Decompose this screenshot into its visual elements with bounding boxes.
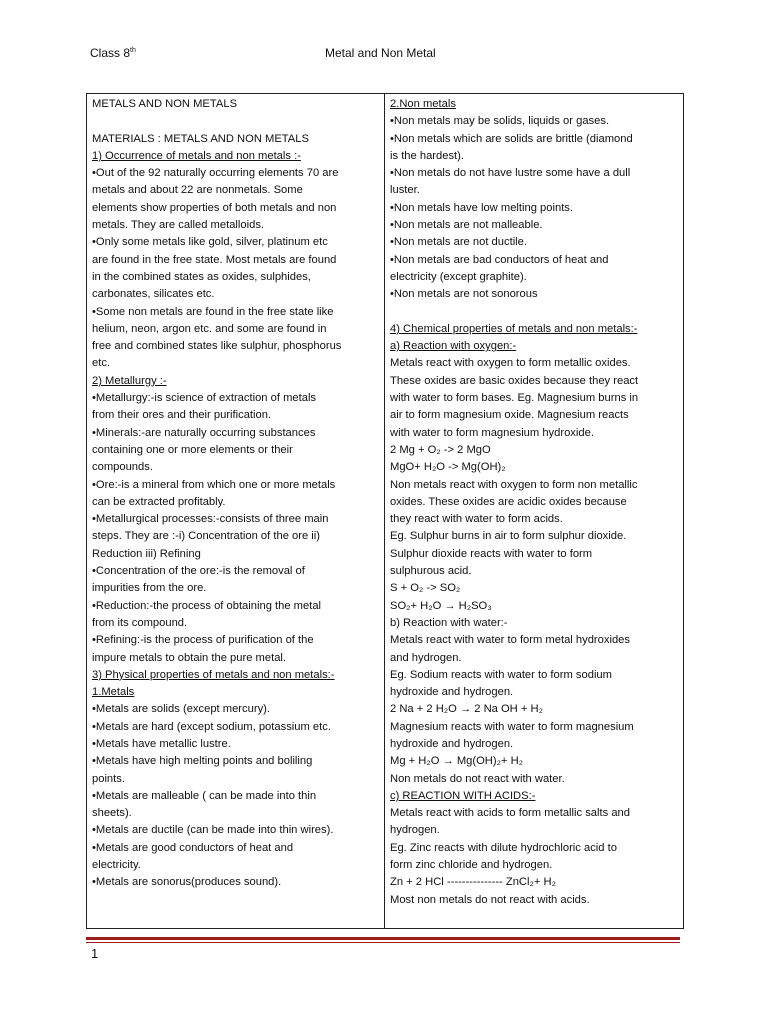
text-line: points. xyxy=(92,772,125,785)
text-line: •Non metals do not have lustre some have a dull xyxy=(390,167,631,180)
text-line: b) Reaction with water:- xyxy=(390,616,508,629)
text-line: can be extracted profitably. xyxy=(92,495,226,508)
text-line: METALS AND NON METALS xyxy=(92,98,238,110)
text-line: they react with water to form acids. xyxy=(390,513,563,526)
text-line: with water to form magnesium hydroxide. xyxy=(390,426,594,439)
text-line: Non metals do not react with water. xyxy=(390,772,565,785)
page-header xyxy=(90,46,690,64)
text-line: containing one or more elements or their xyxy=(92,443,293,456)
text-line: in the combined states as oxides, sulphides, xyxy=(92,270,311,283)
text-line: elements show properties of both metals and non xyxy=(92,201,337,214)
text-line: helium, neon, argon etc. and some are found in xyxy=(92,322,327,335)
text-line: •Non metals are bad conductors of heat and xyxy=(390,253,609,266)
text-line: Metals react with water to form metal hydroxides xyxy=(390,634,630,647)
text-line xyxy=(390,304,679,321)
text-line: Non metals react with oxygen to form non metallic xyxy=(390,478,638,491)
text-line: •Concentration of the ore:-is the removal of xyxy=(92,565,305,578)
text-line: sulphurous acid. xyxy=(390,565,472,578)
text-line: from their ores and their purification. xyxy=(92,409,272,422)
text-line: Eg. Sodium reacts with water to form sodium xyxy=(390,668,612,681)
text-line: Eg. Sulphur burns in air to form sulphur dioxide. xyxy=(390,530,627,543)
text-line: Metals react with acids to form metallic salts and xyxy=(390,807,630,820)
text-line: MgO+ H₂O -> Mg(OH)₂ xyxy=(390,461,506,474)
text-line: •Some non metals are found in the free state like xyxy=(92,305,334,318)
text-line: hydroxide and hydrogen. xyxy=(390,737,514,750)
text-line: •Metals are good conductors of heat and xyxy=(92,841,294,854)
text-line: compounds. xyxy=(92,461,153,474)
text-line: Metals react with oxygen to form metallic oxides. xyxy=(390,357,631,370)
text-line: •Refining:-is the process of purification of the xyxy=(92,634,314,647)
text-line: •Non metals are not sonorous xyxy=(390,288,538,301)
text-line: •Metallurgical processes:-consists of three main xyxy=(92,513,329,526)
text-line: 2.Non metals xyxy=(390,98,456,110)
text-line: Reduction iii) Refining xyxy=(92,547,201,560)
page-number: 1 xyxy=(91,946,99,961)
text-line: from its compound. xyxy=(92,616,188,629)
text-line: metals. They are called metalloids. xyxy=(92,219,265,232)
text-line: Sulphur dioxide reacts with water to form xyxy=(390,547,593,560)
text-line: etc. xyxy=(92,357,111,370)
text-line: and hydrogen. xyxy=(390,651,462,664)
text-line: 1) Occurrence of metals and non metals :- xyxy=(92,149,301,162)
text-line: hydrogen. xyxy=(390,824,440,837)
text-line: steps. They are :-i) Concentration of the ore ii) xyxy=(92,530,320,543)
footer-rule-thin xyxy=(86,942,680,943)
text-line: S + O₂ -> SO₂ xyxy=(390,582,461,595)
text-line: 2 Mg + O₂ -> 2 MgO xyxy=(390,443,491,456)
text-line: •Only some metals like gold, silver, platinum etc xyxy=(92,236,328,249)
document-title: Metal and Non Metal xyxy=(325,46,436,60)
text-line: form zinc chloride and hydrogen. xyxy=(390,859,553,872)
text-line: •Reduction:-the process of obtaining the metal xyxy=(92,599,322,612)
text-line: •Ore:-is a mineral from which one or more metals xyxy=(92,478,336,491)
text-line: electricity. xyxy=(92,859,141,872)
text-line: •Non metals which are solids are brittle (diamond xyxy=(390,132,633,145)
text-line: •Metals are solids (except mercury). xyxy=(92,703,270,716)
text-line: •Metals have high melting points and boliling xyxy=(92,755,313,768)
text-line: •Non metals are not malleable. xyxy=(390,219,543,232)
text-line: a) Reaction with oxygen:- xyxy=(390,340,517,353)
text-line: with water to form bases. Eg. Magnesium burns in xyxy=(390,392,639,405)
text-line xyxy=(92,113,380,130)
text-line: air to form magnesium oxide. Magnesium reacts xyxy=(390,409,629,422)
text-line: •Metals are ductile (can be made into thin wires). xyxy=(92,824,334,837)
text-line: 1.Metals xyxy=(92,686,135,699)
text-line: •Metals have metallic lustre. xyxy=(92,737,231,750)
text-line: MATERIALS : METALS AND NON METALS xyxy=(92,132,309,145)
text-line: are found in the free state. Most metals are found xyxy=(92,253,337,266)
text-line: 2 Na + 2 H₂O → 2 Na OH + H₂ xyxy=(390,703,543,716)
text-line: •Metals are malleable ( can be made into thin xyxy=(92,789,317,802)
text-line: 3) Physical properties of metals and non metals:- xyxy=(92,668,335,681)
text-line: hydroxide and hydrogen. xyxy=(390,686,514,699)
text-line: SO₂+ H₂O → H₂SO₃ xyxy=(390,599,492,612)
text-line: •Out of the 92 naturally occurring elements 70 are xyxy=(92,167,339,180)
text-line: •Minerals:-are naturally occurring substances xyxy=(92,426,316,439)
text-line: These oxides are basic oxides because they react xyxy=(390,374,639,387)
text-line: •Non metals are not ductile. xyxy=(390,236,527,249)
text-line: is the hardest). xyxy=(390,149,464,162)
text-line: metals and about 22 are nonmetals. Some xyxy=(92,184,303,197)
text-line: Most non metals do not react with acids. xyxy=(390,893,590,906)
text-line: 2) Metallurgy :- xyxy=(92,374,167,387)
footer-rule xyxy=(86,937,680,940)
class-label: Class 8th xyxy=(90,46,136,60)
left-column xyxy=(87,94,385,928)
text-line: c) REACTION WITH ACIDS:- xyxy=(390,789,536,802)
text-line: oxides. These oxides are acidic oxides because xyxy=(390,495,627,508)
text-line: sheets). xyxy=(92,807,132,820)
right-column xyxy=(385,94,683,928)
text-line: Eg. Zinc reacts with dilute hydrochloric acid to xyxy=(390,841,617,854)
text-line: Mg + H₂O → Mg(OH)₂+ H₂ xyxy=(390,755,523,768)
text-line: carbonates, silicates etc. xyxy=(92,288,215,301)
text-line: free and combined states like sulphur, phosphorus xyxy=(92,340,342,353)
text-line: Magnesium reacts with water to form magnesium xyxy=(390,720,634,733)
text-line: 4) Chemical properties of metals and non metals:- xyxy=(390,322,638,335)
text-line: •Metallurgy:-is science of extraction of metals xyxy=(92,392,317,405)
text-line: •Non metals have low melting points. xyxy=(390,201,574,214)
text-line: •Non metals may be solids, liquids or gases. xyxy=(390,115,610,128)
text-line: impure metals to obtain the pure metal. xyxy=(92,651,287,664)
text-line: •Metals are hard (except sodium, potassium etc. xyxy=(92,720,331,733)
text-line: electricity (except graphite). xyxy=(390,270,527,283)
text-line: luster. xyxy=(390,184,420,197)
text-line: Zn + 2 HCl --------------- ZnCl₂+ H₂ xyxy=(390,876,556,889)
content-table xyxy=(86,93,684,929)
text-line: impurities from the ore. xyxy=(92,582,207,595)
text-line: •Metals are sonorus(produces sound). xyxy=(92,876,282,889)
